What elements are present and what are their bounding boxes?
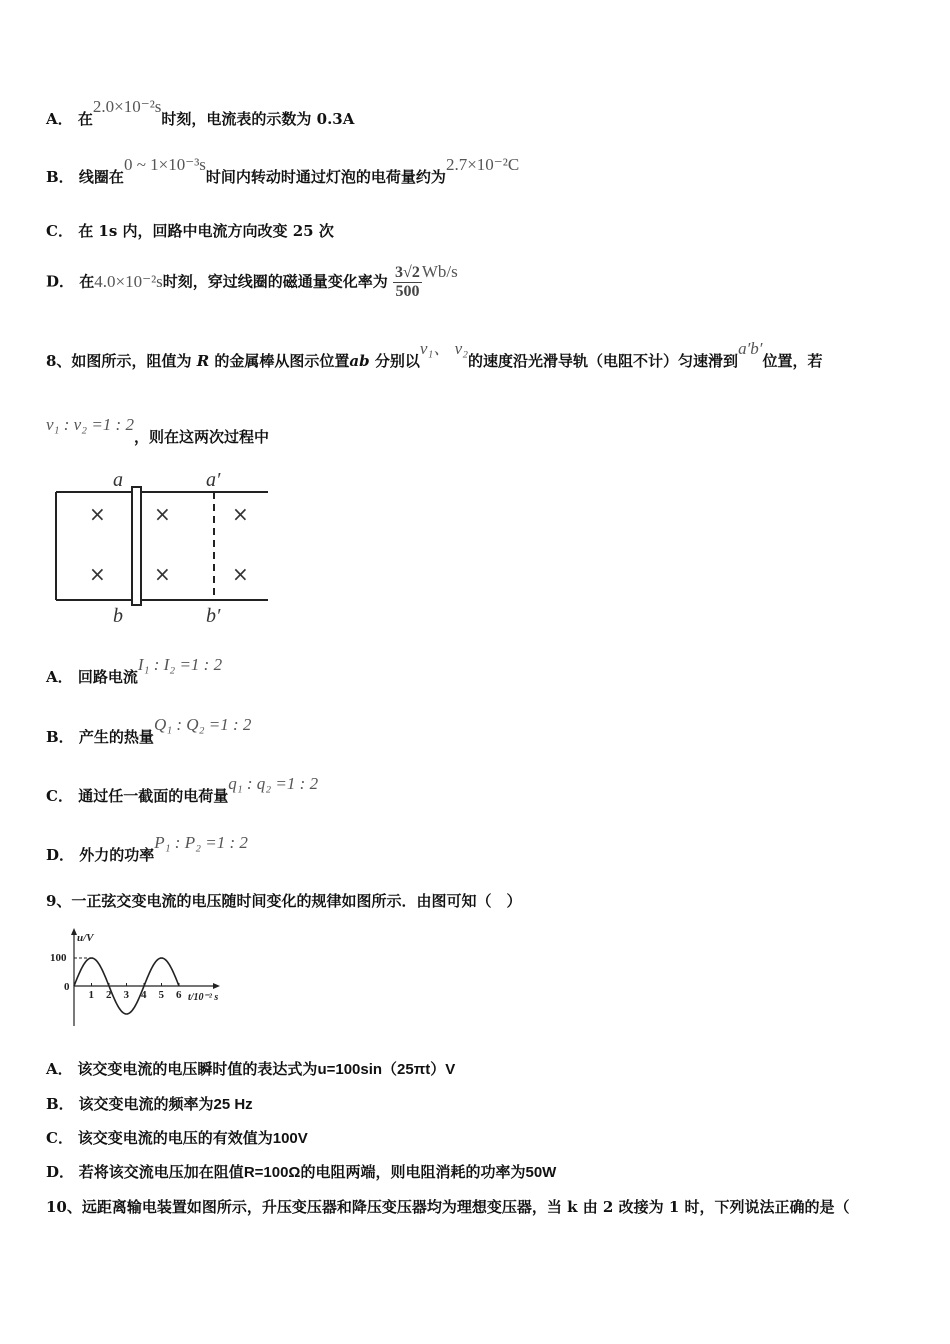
q8-option-b bbox=[46, 715, 252, 747]
var-ab: ab bbox=[349, 352, 370, 370]
origin-label: 0 bbox=[64, 981, 70, 993]
metal-rod bbox=[132, 487, 141, 605]
stem-text: 分别以 bbox=[374, 352, 420, 370]
math-expr: q₁ : q₂ =1 : 2 bbox=[228, 774, 319, 793]
x-axis-arrow bbox=[213, 983, 220, 989]
q7-option-d bbox=[46, 261, 458, 301]
stem-text: 8、如图所示，阻值为 bbox=[46, 352, 192, 370]
fraction bbox=[393, 264, 422, 301]
option-text: 该交变电流的频率为 bbox=[78, 1095, 214, 1113]
cross-symbol: × bbox=[89, 502, 106, 526]
option-text: 在 bbox=[79, 272, 95, 291]
option-label: D． bbox=[46, 1163, 75, 1181]
q8-stem-cont bbox=[46, 415, 269, 447]
var-r: R bbox=[196, 352, 210, 370]
q9-option-c bbox=[46, 1127, 308, 1148]
x-axis-label: t/10⁻² s bbox=[188, 992, 219, 1003]
q9-option-b bbox=[46, 1093, 253, 1114]
rails-figure bbox=[46, 468, 276, 628]
option-text: 线圈在 bbox=[78, 168, 124, 186]
q9-option-d bbox=[46, 1161, 556, 1182]
option-label: B． bbox=[46, 1095, 74, 1113]
math-expr: R=100Ω bbox=[243, 1164, 301, 1181]
option-text: 该交变电流的电压瞬时值的表达式为 bbox=[77, 1060, 318, 1078]
math-expr: 100V bbox=[272, 1130, 308, 1147]
q9-option-a bbox=[46, 1058, 455, 1079]
math-expr: v₁、 v₂ bbox=[419, 339, 469, 358]
math-expr: 0 ~ 1×10⁻³s bbox=[123, 155, 206, 174]
math-expr: 2.7×10⁻²C bbox=[445, 155, 520, 174]
option-text: 在 1s 内，回路中电流方向改变 25 次 bbox=[78, 222, 334, 240]
fraction-denominator: 500 bbox=[395, 283, 420, 300]
label-b: b bbox=[113, 605, 123, 627]
option-label: D． bbox=[46, 846, 75, 864]
x-tick-label: 4 bbox=[141, 989, 147, 1001]
option-text: 的电阻两端，则电阻消耗的功率为 bbox=[300, 1163, 526, 1181]
option-text: 该交变电流的电压的有效值为 bbox=[77, 1129, 273, 1147]
option-label: D． bbox=[46, 272, 75, 291]
math-expr: 25 Hz bbox=[213, 1096, 253, 1113]
option-text: 通过任一截面的电荷量 bbox=[78, 787, 229, 805]
cross-symbol: × bbox=[154, 562, 171, 586]
label-b-prime: b′ bbox=[206, 605, 221, 627]
math-expr: v₁ : v₂ =1 : 2 bbox=[46, 415, 134, 434]
x-tick-label: 5 bbox=[158, 989, 164, 1001]
math-expr: Q₁ : Q₂ =1 : 2 bbox=[153, 715, 252, 734]
option-label: B． bbox=[46, 168, 74, 186]
cross-symbol: × bbox=[232, 502, 249, 526]
y-axis-label: u/V bbox=[77, 932, 94, 944]
cross-symbol: × bbox=[154, 502, 171, 526]
option-label: C． bbox=[46, 1129, 73, 1147]
label-a: a bbox=[113, 469, 123, 491]
math-expr: 2.0×10⁻²s bbox=[92, 97, 162, 116]
x-tick-label: 1 bbox=[88, 989, 94, 1001]
q7-option-b bbox=[46, 155, 520, 187]
option-label: C． bbox=[46, 222, 73, 240]
q8-option-d bbox=[46, 833, 248, 865]
math-expr: 4.0×10⁻²s bbox=[94, 271, 163, 291]
option-text: 时刻，电流表的示数为 0.3A bbox=[161, 110, 355, 128]
math-expr: P₁ : P₂ =1 : 2 bbox=[154, 833, 248, 852]
x-tick-label: 3 bbox=[123, 989, 129, 1001]
math-expr: I₁ : I₂ =1 : 2 bbox=[137, 655, 223, 674]
option-text: 在 bbox=[77, 110, 93, 128]
stem-text: 9、一正弦交变电流的电压随时间变化的规律如图所示．由图可知（ ） bbox=[46, 892, 522, 910]
math-expr: a′b′ bbox=[738, 339, 763, 358]
q8-stem bbox=[46, 339, 823, 371]
q7-option-a bbox=[46, 97, 355, 129]
x-tick-label: 6 bbox=[176, 989, 182, 1001]
sine-chart bbox=[46, 926, 236, 1030]
stem-text: 的金属棒从图示位置 bbox=[214, 352, 350, 370]
fraction-numerator: 3√2 bbox=[395, 264, 420, 281]
option-label: B． bbox=[46, 728, 74, 746]
q10-stem bbox=[46, 1196, 849, 1217]
math-expr: 50W bbox=[525, 1164, 557, 1181]
y-tick-label: 100 bbox=[50, 952, 67, 964]
option-label: A． bbox=[46, 1060, 73, 1078]
option-text: 产生的热量 bbox=[78, 728, 154, 746]
unit: Wb/s bbox=[421, 261, 458, 281]
option-text: 若将该交流电压加在阻值 bbox=[78, 1163, 244, 1181]
math-expr: u=100sin（25πt）V bbox=[317, 1061, 456, 1078]
stem-text: 的速度沿光滑导轨（电阻不计）匀速滑到 bbox=[468, 352, 739, 370]
option-text: 时间内转动时通过灯泡的电荷量约为 bbox=[205, 168, 446, 186]
option-label: A． bbox=[46, 110, 73, 128]
x-tick-label: 2 bbox=[106, 989, 112, 1001]
option-label: C． bbox=[46, 787, 73, 805]
q9-stem bbox=[46, 890, 521, 911]
stem-text: 10、远距离输电装置如图所示，升压变压器和降压变压器均为理想变压器，当 k 由 2 改接为 1 时，下列说法正确的是（ bbox=[46, 1198, 850, 1216]
option-text: 时刻，穿过线圈的磁通量变化率为 bbox=[162, 272, 388, 291]
option-label: A． bbox=[46, 668, 73, 686]
stem-text: 位置，若 bbox=[762, 352, 823, 370]
label-a-prime: a′ bbox=[206, 469, 221, 491]
option-text: 回路电流 bbox=[77, 668, 138, 686]
q8-option-c bbox=[46, 774, 319, 806]
q7-option-c bbox=[46, 220, 334, 241]
cross-symbol: × bbox=[232, 562, 249, 586]
option-text: 外力的功率 bbox=[79, 846, 155, 864]
stem-text: ，则在这两次过程中 bbox=[133, 428, 269, 446]
q8-option-a bbox=[46, 655, 223, 687]
cross-symbol: × bbox=[89, 562, 106, 586]
